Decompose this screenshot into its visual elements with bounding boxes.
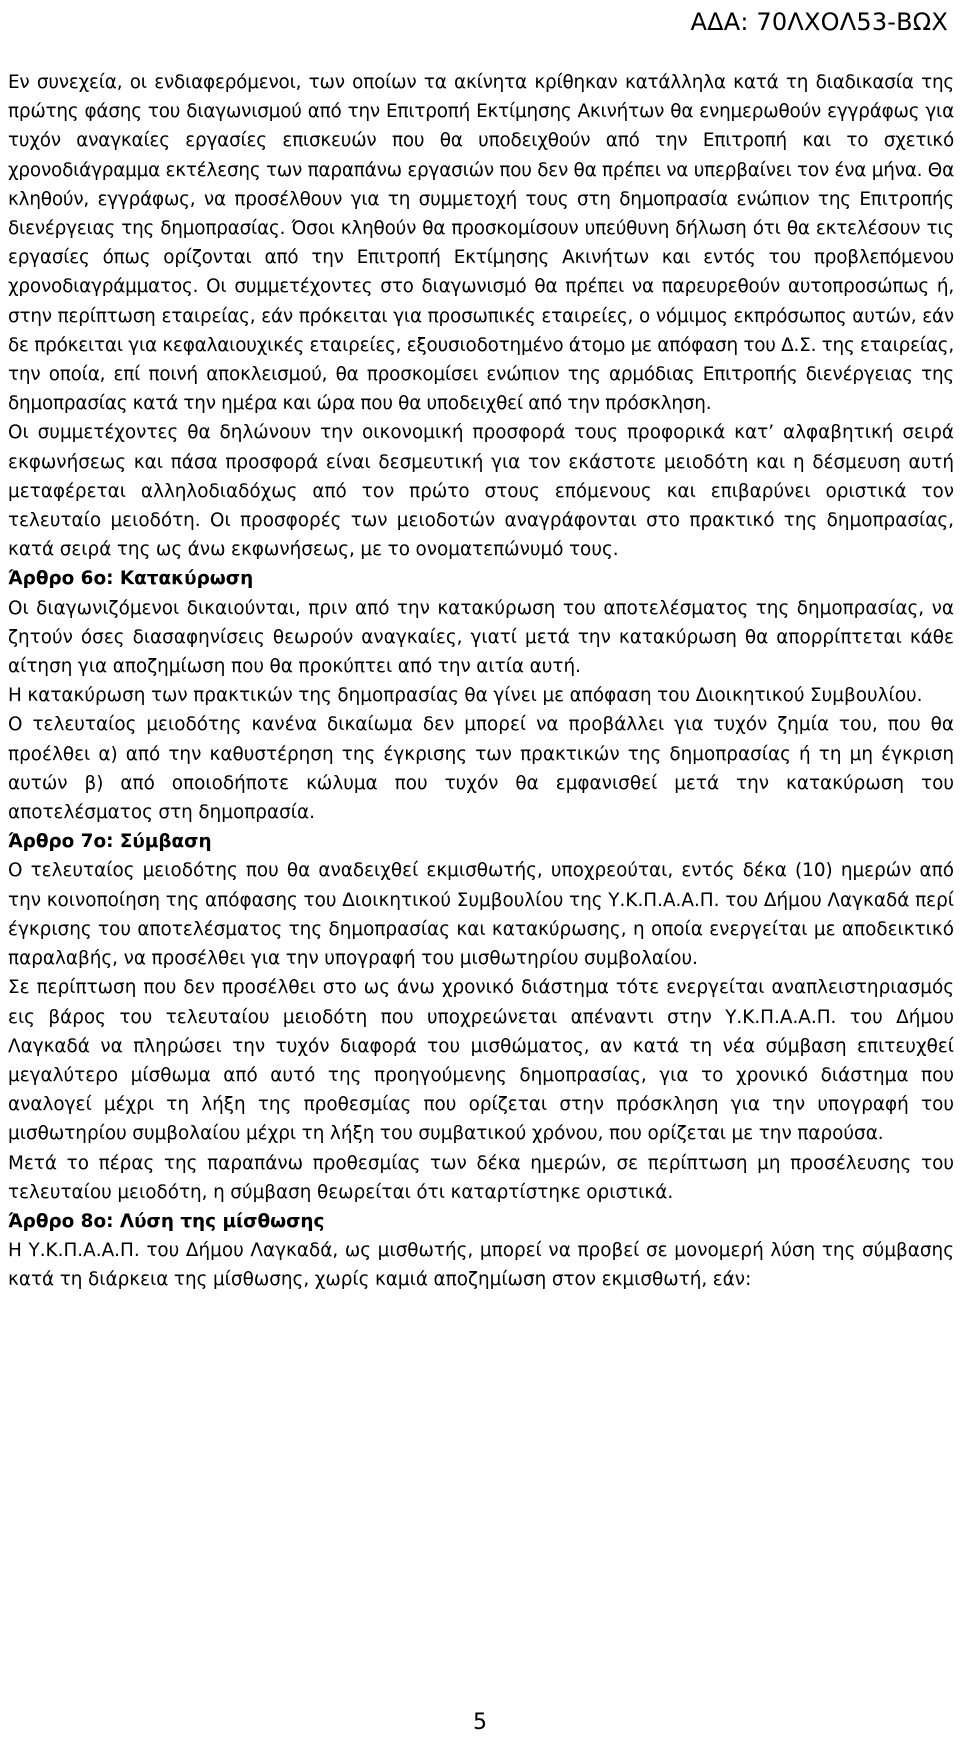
paragraph-reauction: Σε περίπτωση που δεν προσέλθει στο ως άνω χρονικό διάστημα τότε ενεργείται αναπλειστηριασμός εις βάρος του τελευταίου μειοδότη που υποχρεώνεται απέναντι στην Υ.Κ.Π.Α.Α.Π. του Δήμου Λαγκαδά να πληρώσει την τυχόν διαφορά του μισθώματος, αν κατά τη νέα σύμβαση επιτευχθεί μεγαλύτερο μίσθωμα από αυτό της προηγούμενης δημοπρασίας, για το χρονικό διάστημα που αναλογεί μέχρι τη λήξη της προθεσμίας που ορίζεται στην πρόσκληση για την υπογραφή του μισθωτηρίου συμβολαίου μέχρι τη λήξη του συμβατικού χρόνου, που ορίζεται με την παρούσα. — [8, 977, 954, 1145]
document-body — [8, 68, 954, 1295]
page-number: 5 — [473, 1710, 487, 1735]
paragraph-oral-offers: Οι συμμετέχοντες θα δηλώνουν την οικονομική προσφορά τους προφορικά κατ’ αλφαβητική σειρά εκφωνήσεως και πάσα προσφορά είναι δεσμευτική για τον εκάστοτε μειοδότη και η δέσμευση αυτή μεταφέρεται αλληλοδιαδόχως από τον πρώτο στους επόμενους και επιβαρύνει οριστικά τον τελευταίο μειοδότη. Οι προσφορές των μειοδοτών αναγράφονται στο πρακτικό της δημοπρασίας, κατά σειρά της ως άνω εκφωνήσεως, με το ονοματεπώνυμό τους. — [8, 422, 954, 561]
heading-article-7: Άρθρο 7ο: Σύμβαση — [8, 831, 212, 853]
paragraph-board-decision: Η κατακύρωση των πρακτικών της δημοπρασίας θα γίνει με απόφαση του Διοικητικού Συμβουλίου. — [8, 685, 923, 707]
paragraph-participation: Εν συνεχεία, οι ενδιαφερόμενοι, των οποίων τα ακίνητα κρίθηκαν κατάλληλα κατά τη διαδικασία της πρώτης φάσης του διαγωνισμού από την Επιτροπή Εκτίμησης Ακινήτων θα ενημερωθούν εγγράφως για τυχόν αναγκαίες εργασίες επισκευών που θα υποδειχθούν από την Επιτροπή και το σχετικό χρονοδιάγραμμα εκτέλεσης των παραπάνω εργασιών που δεν θα πρέπει να υπερβαίνει τον ένα μήνα. Θα κληθούν, εγγράφως, να προσέλθουν για τη συμμετοχή τους στη δημοπρασία ενώπιον της Επιτροπής διενέργειας της δημοπρασίας. Όσοι κληθούν θα προσκομίσουν υπεύθυνη δήλωση ότι θα εκτελέσουν τις εργασίες όπως ορίζονται από την Επιτροπή Εκτίμησης Ακινήτων και εντός του προβλεπόμενου χρονοδιαγράμματος. Οι συμμετέχοντες στο διαγωνισμό θα πρέπει να παρευρεθούν αυτοπροσώπως ή, στην περίπτωση εταιρείας, εάν πρόκειται για προσωπικές εταιρείες, ο νόμιμος εκπρόσωπος αυτών, εάν δε πρόκειται για κεφαλαιουχικές εταιρείες, εξουσιοδοτημένο άτομο με απόφαση του Δ.Σ. της εταιρείας, την οποία, επί ποινή αποκλεισμού, θα προσκομίσει ενώπιον της αρμόδιας Επιτροπής διενέργειας της δημοπρασίας κατά την ημέρα και ώρα που θα υποδειχθεί από την πρόσκληση. — [8, 72, 954, 415]
ada-code: ΑΔΑ: 70ΛΧΟΛ53-ΒΩΧ — [690, 8, 948, 36]
paragraph-termination: Η Υ.Κ.Π.Α.Α.Π. του Δήμου Λαγκαδά, ως μισθωτής, μπορεί να προβεί σε μονομερή λύση της σύμβασης κατά τη διάρκεια της μίσθωσης, χωρίς καμιά αποζημίωση στον εκμισθωτή, εάν: — [8, 1240, 954, 1291]
paragraph-no-compensation: Ο τελευταίος μειοδότης κανένα δικαίωμα δεν μπορεί να προβάλλει για τυχόν ζημία του, που θα προέλθει α) από την καθυστέρηση της έγκρισης των πρακτικών της δημοπρασίας ή τη μη έγκριση αυτών β) από οποιοδήποτε κώλυμα που τυχόν θα εμφανισθεί μετά την κατακύρωση του αποτελέσματος στη δημοπρασία. — [8, 714, 954, 824]
paragraph-deadline: Μετά το πέρας της παραπάνω προθεσμίας των δέκα ημερών, σε περίπτωση μη προσέλευσης του τελευταίου μειοδότη, η σύμβαση θεωρείται ότι καταρτίστηκε οριστικά. — [8, 1152, 954, 1203]
paragraph-clarifications: Οι διαγωνιζόμενοι δικαιούνται, πριν από την κατακύρωση του αποτελέσματος της δημοπρασίας, να ζητούν όσες διασαφηνίσεις θεωρούν αναγκαίες, γιατί μετά την κατακύρωση θα απορρίπτεται κάθε αίτηση για αποζημίωση που θα προκύπτει από την αιτία αυτή. — [8, 597, 954, 678]
heading-article-8: Άρθρο 8ο: Λύση της μίσθωσης — [8, 1210, 325, 1232]
heading-article-6: Άρθρο 6ο: Κατακύρωση — [8, 568, 254, 590]
paragraph-contract-signing: Ο τελευταίος μειοδότης που θα αναδειχθεί εκμισθωτής, υποχρεούται, εντός δέκα (10) ημερών από την κοινοποίηση της απόφασης του Διοικητικού Συμβουλίου της Υ.Κ.Π.Α.Α.Π. του Δήμου Λαγκαδά περί έγκρισης του αποτελέσματος της δημοπρασίας και κατακύρωσης, η οποία ενεργείται με αποδεικτικό παραλαβής, να προσέλθει για την υπογραφή του μισθωτηρίου συμβολαίου. — [8, 860, 954, 970]
